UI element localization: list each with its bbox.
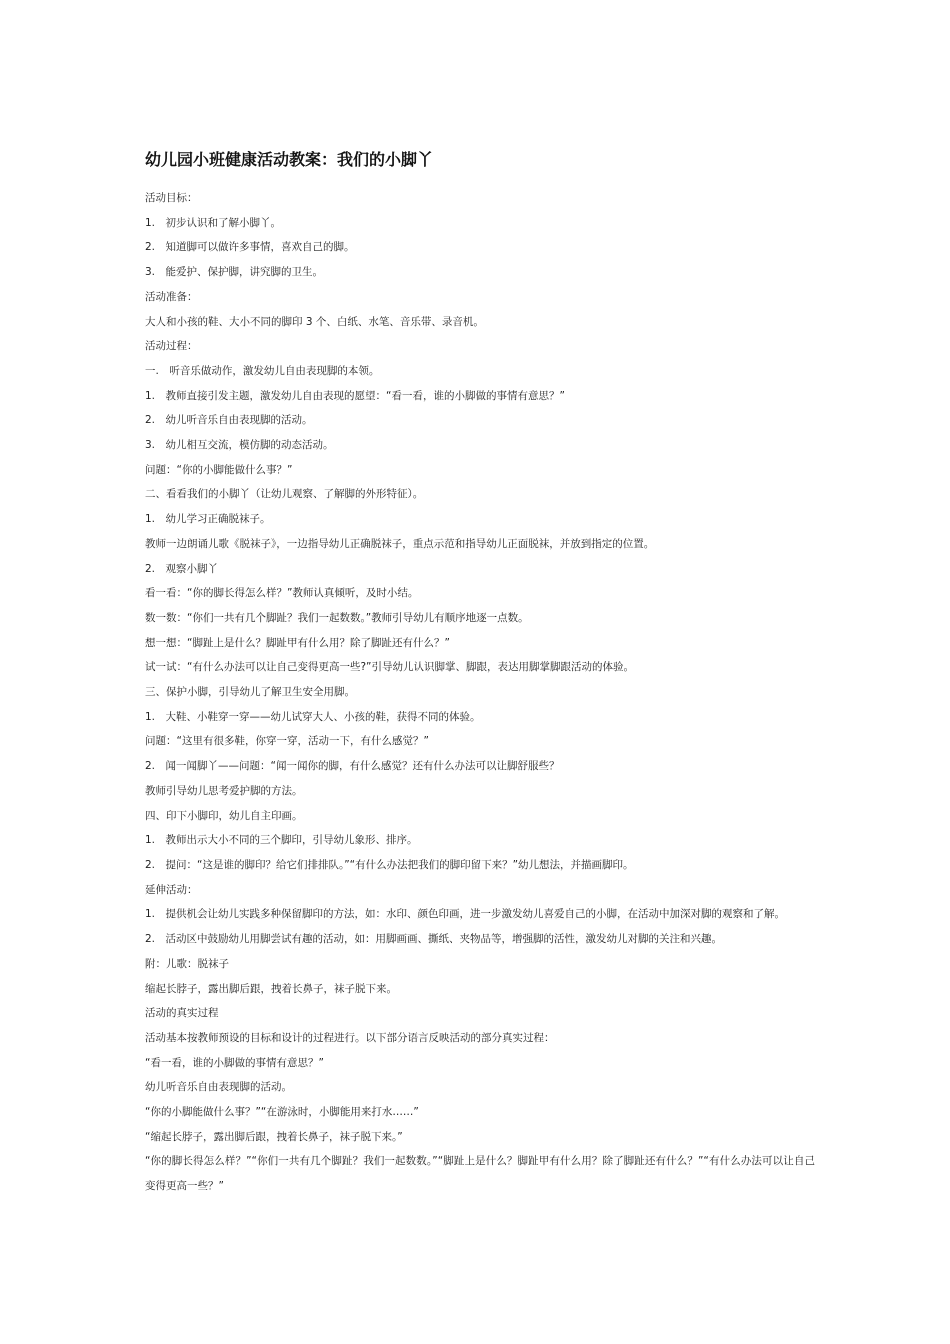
document-page xyxy=(145,148,815,1199)
paragraph: 延伸活动： xyxy=(145,883,198,896)
paragraph: 2. 知道脚可以做许多事情，喜欢自己的脚。 xyxy=(145,241,355,254)
paragraph: 活动的真实过程 xyxy=(145,1007,219,1020)
paragraph: “缩起长脖子，露出脚后跟，拽着长鼻子，袜子脱下来。” xyxy=(145,1130,403,1143)
paragraph: 3. 幼儿相互交流，模仿脚的动态活动。 xyxy=(145,439,334,452)
paragraph: 3. 能爱护、保护脚，讲究脚的卫生。 xyxy=(145,266,324,279)
paragraph: 2. 观察小脚丫 xyxy=(145,562,219,575)
paragraph: 看一看：“你的脚长得怎么样？”教师认真倾听，及时小结。 xyxy=(145,587,419,600)
paragraph: 1. 初步认识和了解小脚丫。 xyxy=(145,216,282,229)
paragraph: 1. 提供机会让幼儿实践多种保留脚印的方法，如：水印、颜色印画，进一步激发幼儿喜爱自己的小脚，在活动中加深对脚的观察和了解。 xyxy=(145,908,786,921)
paragraph: 1. 大鞋、小鞋穿一穿——幼儿试穿大人、小孩的鞋，获得不同的体验。 xyxy=(145,710,481,723)
paragraph: “你的小脚能做什么事？”“在游泳时，小脚能用来打水……” xyxy=(145,1106,419,1119)
paragraph: 三、保护小脚，引导幼儿了解卫生安全用脚。 xyxy=(145,686,355,699)
document-title: 幼儿园小班健康活动教案：我们的小脚丫 xyxy=(145,150,434,169)
paragraph: 教师一边朗诵儿歌《脱袜子》，一边指导幼儿正确脱袜子，重点示范和指导幼儿正面脱袜，并放到指定的位置。 xyxy=(145,537,655,550)
paragraph: 幼儿听音乐自由表现脚的活动。 xyxy=(145,1081,292,1094)
paragraph: 问题：“你的小脚能做什么事？” xyxy=(145,463,293,476)
paragraph: 2. 提问：“这是谁的脚印？给它们排排队。”“有什么办法把我们的脚印留下来？”幼儿想法，并描画脚印。 xyxy=(145,858,634,871)
paragraph: “你的脚长得怎么样？”“你们一共有几个脚趾？我们一起数数。”“脚趾上是什么？脚趾甲有什么用？除了脚趾还有什么？”“有什么办法可以让自己变得更高一些？” xyxy=(145,1155,815,1193)
paragraph: 数一数：“你们一共有几个脚趾？我们一起数数。”教师引导幼儿有顺序地逐一点数。 xyxy=(145,611,529,624)
paragraph: 1. 教师直接引发主题，激发幼儿自由表现的愿望：“看一看，谁的小脚做的事情有意思？” xyxy=(145,389,565,402)
paragraph: 活动过程： xyxy=(145,340,198,353)
paragraph: 2. 闻一闻脚丫——问题：“闻一闻你的脚，有什么感觉？还有什么办法可以让脚舒服些？ xyxy=(145,760,560,773)
paragraph: 2. 活动区中鼓励幼儿用脚尝试有趣的活动，如：用脚画画、撕纸、夹物品等，增强脚的活性，激发幼儿对脚的关注和兴趣。 xyxy=(145,933,723,946)
paragraph: 想一想：“脚趾上是什么？脚趾甲有什么用？除了脚趾还有什么？” xyxy=(145,636,450,649)
paragraph: 活动准备： xyxy=(145,290,198,303)
paragraph: 附：儿歌：脱袜子 xyxy=(145,957,229,970)
paragraph: 大人和小孩的鞋、大小不同的脚印 3 个、白纸、水笔、音乐带、录音机。 xyxy=(145,315,484,328)
paragraph: 试一试：“有什么办法可以让自己变得更高一些?”引导幼儿认识脚掌、脚跟，表达用脚掌脚跟活动的体验。 xyxy=(145,661,634,674)
paragraph: 活动基本按教师预设的目标和设计的过程进行。以下部分语言反映活动的部分真实过程： xyxy=(145,1031,555,1044)
paragraph: 1. 教师出示大小不同的三个脚印，引导幼儿象形、排序。 xyxy=(145,834,418,847)
paragraph: 活动目标： xyxy=(145,192,198,204)
paragraph: “看一看，谁的小脚做的事情有意思？” xyxy=(145,1056,324,1069)
paragraph: 二、看看我们的小脚丫（让幼儿观察、了解脚的外形特征）。 xyxy=(145,488,424,501)
paragraph: 教师引导幼儿思考爱护脚的方法。 xyxy=(145,784,303,797)
paragraph: 1. 幼儿学习正确脱袜子。 xyxy=(145,513,271,526)
paragraph: 问题：“这里有很多鞋，你穿一穿，活动一下，有什么感觉？” xyxy=(145,735,429,748)
paragraph: 一. 听音乐做动作，激发幼儿自由表现脚的本领。 xyxy=(145,364,380,377)
paragraph: 缩起长脖子，露出脚后跟，拽着长鼻子，袜子脱下来。 xyxy=(145,982,397,995)
paragraph: 四、印下小脚印，幼儿自主印画。 xyxy=(145,809,303,822)
paragraph: 2. 幼儿听音乐自由表现脚的活动。 xyxy=(145,414,313,427)
